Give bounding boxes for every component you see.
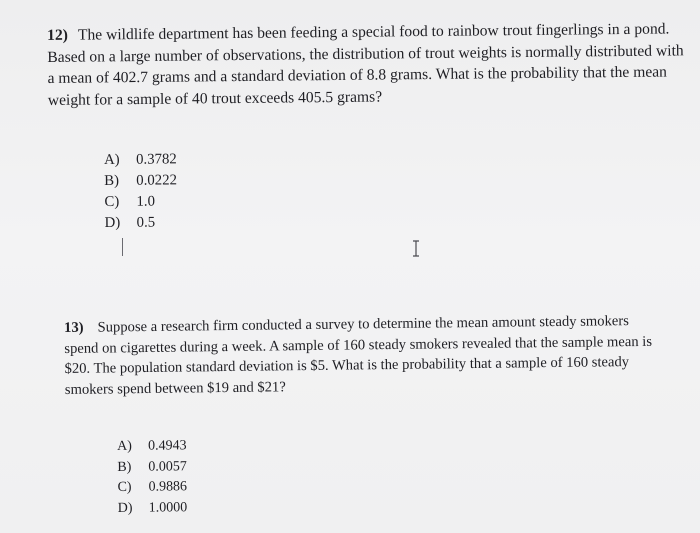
choice-value: 0.0057 — [148, 458, 187, 475]
choice-a[interactable] — [104, 149, 177, 171]
choice-a[interactable] — [117, 436, 187, 457]
choice-d[interactable] — [118, 498, 188, 519]
answer-choices-12 — [104, 149, 177, 234]
ibeam-cursor-icon — [410, 240, 422, 257]
answer-choices-13 — [117, 436, 187, 519]
choice-letter: C) — [104, 193, 120, 210]
choice-letter: A) — [117, 438, 132, 454]
choice-d[interactable] — [105, 212, 178, 234]
question-text: Suppose a research firm conducted a survey to determine the mean amount steady smokers spend on cigarettes during a week. A sample of 160 steady smokers revealed that the sample mean is $20. The population standard deviation is $5. What is the probability that a sample of 160 steady smokers spend between $19 and $21? — [64, 313, 653, 398]
choice-c[interactable] — [117, 477, 187, 498]
question-number: 12) — [47, 26, 68, 44]
choice-value: 0.9886 — [148, 479, 188, 495]
choice-letter: B) — [117, 459, 132, 475]
question-12 — [47, 18, 688, 111]
question-number: 13) — [64, 319, 84, 336]
choice-letter: D) — [117, 500, 133, 516]
choice-b[interactable] — [104, 170, 177, 192]
question-text: The wildlife department has been feeding a special food to rainbow trout fingerlings in a pond. Based on a large number of observations, the distribution of trout weights is normally distributed with a mean of 402.7 grams and a standard deviation of 8.8 grams. What is the probability that the mean weight for a sample of 40 trout exceeds 405.5 grams? — [47, 20, 684, 109]
choice-value: 0.5 — [136, 214, 156, 231]
choice-letter: C) — [117, 479, 132, 495]
choice-value: 0.4943 — [148, 438, 187, 454]
choice-b[interactable] — [117, 457, 187, 478]
choice-letter: D) — [104, 214, 121, 231]
choice-c[interactable] — [104, 191, 177, 213]
choice-letter: B) — [104, 172, 120, 189]
question-13 — [64, 311, 665, 400]
text-cursor-icon — [122, 238, 123, 256]
choice-value: 1.0 — [136, 193, 156, 210]
choice-value: 1.0000 — [148, 499, 188, 516]
choice-letter: A) — [104, 151, 120, 168]
choice-value: 0.0222 — [136, 172, 178, 189]
choice-value: 0.3782 — [136, 151, 177, 168]
